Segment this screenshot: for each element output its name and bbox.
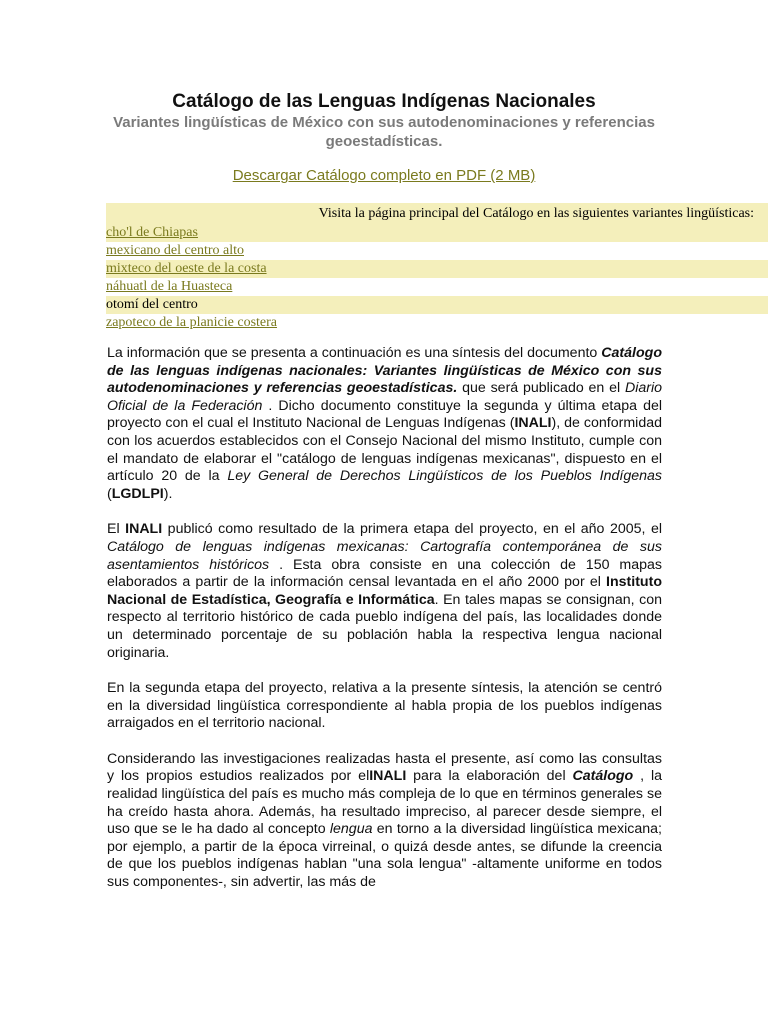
variant-link-mexicano[interactable]: mexicano del centro alto	[106, 243, 244, 258]
variant-link-chol[interactable]: cho'l de Chiapas	[106, 225, 198, 240]
text-run: , la realidad lingüística del país es mucho más compleja de lo que en términos generales se ha creído hasta ahora. Además, ha resultado impreciso, al parecer desde siempre, el uso que se le ha dado al concepto	[107, 768, 662, 838]
text-run: . Dicho documento constituye la segunda y última etapa del proyecto con el cual el Instituto Nacional de Lenguas Indígenas (	[107, 397, 663, 432]
page-title: Catálogo de las Lenguas Indígenas Nacionales	[172, 91, 596, 112]
variant-row	[106, 242, 768, 260]
law-reference: Ley General de Derechos Lingüísticos de los Pueblos Indígenas	[227, 468, 662, 485]
article-body	[107, 345, 662, 910]
download-pdf-link[interactable]: Descargar Catálogo completo en PDF (2 MB)	[232, 167, 536, 184]
inali-acronym: INALI	[369, 768, 407, 785]
variant-row	[106, 278, 768, 296]
paragraph-4	[107, 751, 662, 892]
text-run: ).	[163, 485, 173, 502]
dof-reference: Diario Oficial de la Federación	[107, 380, 663, 414]
text-run: (	[107, 485, 112, 502]
paragraph-2	[107, 521, 662, 662]
variants-intro: Visita la página principal del Catálogo en las siguientes variantes lingüísticas:	[106, 203, 768, 224]
text-run: que será publicado en el	[457, 380, 625, 397]
text-run: . En tales mapas se consignan, con respecto al territorio histórico de cada pueblo indígena del país, las localidades donde un determinado porcentaje de su población habla la respectiva lengua nacional originaria.	[107, 591, 662, 661]
text-run: publicó como resultado de la primera etapa del proyecto, en el año 2005, el	[162, 521, 662, 538]
paragraph-1	[107, 345, 662, 503]
variant-row	[106, 260, 768, 278]
text-run: Considerando las investigaciones realizadas hasta el presente, así como las consultas y los propios estudios realizados por el	[107, 750, 662, 785]
variant-row	[106, 296, 768, 314]
document-title-emphasis: Catálogo de las lenguas indígenas nacionales: Variantes lingüísticas de México con sus autodenominaciones y referencias geoestadísticas.	[107, 345, 662, 397]
lengua-term: lengua	[329, 821, 373, 838]
variant-link-mixteco[interactable]: mixteco del oeste de la costa	[106, 261, 267, 276]
variant-link-zapoteco[interactable]: zapoteco de la planicie costera	[106, 315, 278, 330]
text-run: El	[107, 521, 126, 538]
inegi-name: Instituto Nacional de Estadística, Geografía e Informática	[107, 574, 662, 608]
text-run: en torno a la diversidad lingüística mexicana; por ejemplo, a partir de la época virreinal, o quizá desde antes, se difunde la creencia de que los pueblos indígenas hablan "una sola lengua" -altamente uniforme en todos sus componentes-, sin advertir, las más de	[107, 821, 662, 891]
download-container	[0, 166, 768, 186]
inali-acronym: INALI	[125, 521, 163, 538]
variant-text-otomi: otomí del centro	[106, 297, 198, 312]
text-run: ), de conformidad con los acuerdos establecidos con el Consejo Nacional del mismo Instituto, cumple con el mandato de elaborar el "catálogo de lenguas indígenas mexicanas", dispuesto en el artículo 20 de la	[107, 415, 662, 485]
paragraph-3: En la segunda etapa del proyecto, relativa a la presente síntesis, la atención se centró en la diversidad lingüística correspondiente al habla propia de los pueblos indígenas arraigados en el territorio nacional.	[107, 680, 662, 732]
lgdlpi-acronym: LGDLPI	[111, 485, 164, 502]
variant-row	[106, 224, 768, 242]
catalog-2005-reference: Catálogo de lenguas indígenas mexicanas: Cartografía contemporánea de sus asentamientos históricos	[107, 538, 662, 573]
variant-link-nahuatl[interactable]: náhuatl de la Huasteca	[106, 279, 233, 294]
catalogo-emphasis: Catálogo	[572, 768, 634, 785]
text-run: . Esta obra consiste en una colección de 150 mapas elaborados a partir de la información censal levantada en el año 2000 por el	[107, 556, 663, 591]
inali-acronym: INALI	[514, 415, 552, 432]
variants-table	[106, 203, 768, 332]
variant-row	[106, 314, 768, 332]
page-subtitle: Variantes lingüísticas de México con sus autodenominaciones y referencias geoestadísticas.	[113, 114, 655, 150]
text-run: La información que se presenta a continuación es una síntesis del documento	[107, 345, 602, 361]
text-run: para la elaboración del	[406, 768, 573, 785]
